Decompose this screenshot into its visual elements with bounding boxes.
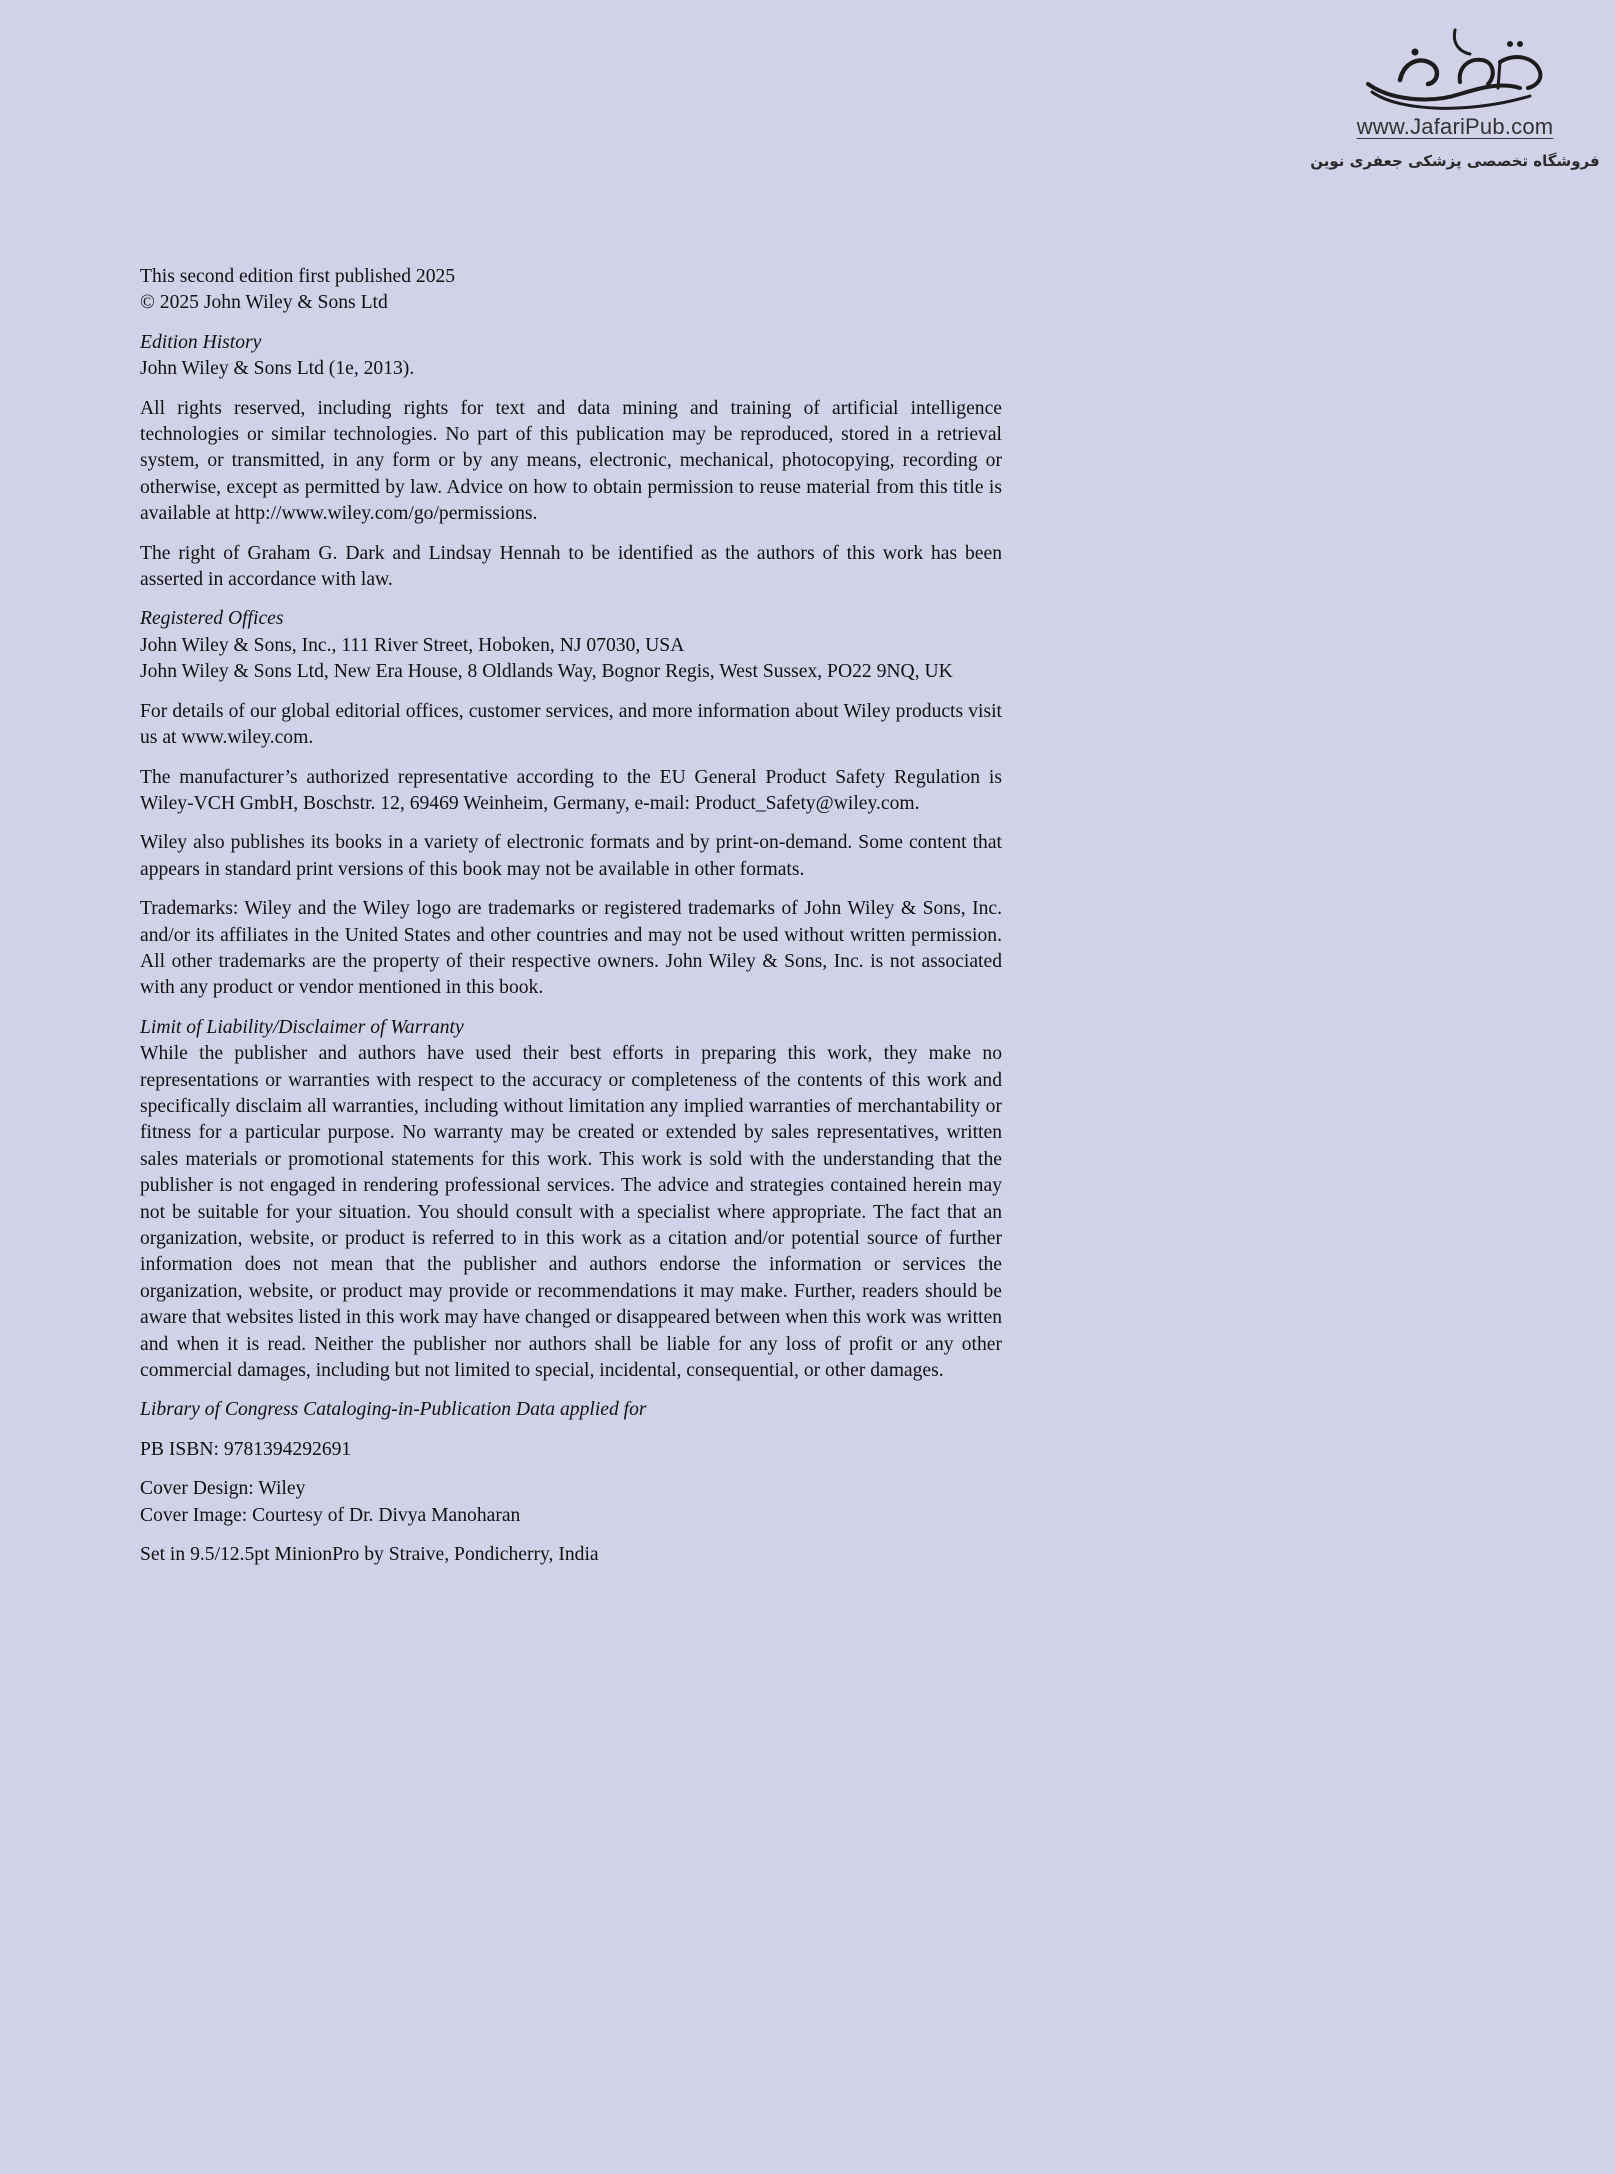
cover-image-line: Cover Image: Courtesy of Dr. Divya Manoharan bbox=[140, 1504, 521, 1526]
edition-history-text: John Wiley & Sons Ltd (1e, 2013). bbox=[140, 358, 415, 380]
registered-offices-heading: Registered Offices bbox=[140, 608, 284, 630]
watermark-caption: فروشگاه تخصصی پزشکی جعفری نوین bbox=[1310, 152, 1600, 170]
isbn-line: PB ISBN: 9781394292691 bbox=[140, 1438, 352, 1460]
formats-paragraph: Wiley also publishes its books in a variety of electronic formats and by print-on-demand. Some content that appears in standard print versions of this book may not be available in other formats. bbox=[140, 832, 1002, 880]
jafaripub-logo-icon bbox=[1360, 22, 1550, 120]
disclaimer-heading: Limit of Liability/Disclaimer of Warranty bbox=[140, 1016, 464, 1038]
disclaimer-block bbox=[140, 1015, 1002, 1385]
cip-line: Library of Congress Cataloging-in-Publication Data applied for bbox=[140, 1399, 647, 1421]
authors-right-paragraph: The right of Graham G. Dark and Lindsay Hennah to be identified as the authors of this work has been asserted in accordance with law. bbox=[140, 542, 1002, 591]
edition-history-heading: Edition History bbox=[140, 331, 262, 353]
registered-office-us: John Wiley & Sons, Inc., 111 River Street, Hoboken, NJ 07030, USA bbox=[140, 634, 685, 656]
cover-design-line: Cover Design: Wiley bbox=[140, 1478, 306, 1500]
cover-credits-block bbox=[140, 1476, 1002, 1529]
rights-reserved-paragraph: All rights reserved, including rights for text and data mining and training of artificial intelligence technologies or similar technologies. No part of this publication may be reproduced, stored in a retrieval system, or transmitted, in any form or by any means, electronic, mechanical, photocopying, recording or otherwise, except as permitted by law. Advice on how to obtain permission to reuse material from this title is available at http://www.wiley.com/go/permissions. bbox=[140, 397, 1002, 525]
typesetting-line: Set in 9.5/12.5pt MinionPro by Straive, Pondicherry, India bbox=[140, 1544, 599, 1566]
registered-office-uk: John Wiley & Sons Ltd, New Era House, 8 Oldlands Way, Bognor Regis, West Sussex, PO22 9NQ, UK bbox=[140, 661, 953, 683]
editorial-offices-paragraph: For details of our global editorial offices, customer services, and more information about Wiley products visit us at www.wiley.com. bbox=[140, 700, 1002, 749]
first-published-line: This second edition first published 2025 bbox=[140, 266, 456, 287]
eu-representative-paragraph: The manufacturer’s authorized representative according to the EU General Product Safety Regulation is Wiley-VCH GmbH, Boschstr. 12, 69469 Weinheim, Germany, e-mail: Product_Safety@wiley.com. bbox=[140, 766, 1002, 814]
copyright-line: © 2025 John Wiley & Sons Ltd bbox=[140, 292, 388, 314]
disclaimer-text: While the publisher and authors have used their best efforts in preparing this work, they make no representations or warranties with respect to the accuracy or completeness of the contents of this work and specifically disclaim all warranties, including without limitation any implied warranties of merchantability or fitness for a particular purpose. No warranty may be created or extended by sales representatives, written sales materials or promotional statements for this work. This work is sold with the understanding that the publisher is not engaged in rendering professional services. The advice and strategies contained herein may not be suitable for your situation. You should consult with a specialist where appropriate. The fact that an organization, website, or product is referred to in this work as a citation and/or potential source of further information does not mean that the publisher and authors endorse the information or services the organization, website, or product may provide or recommendations it may make. Further, readers should be aware that websites listed in this work may have changed or disappeared between when this work was written and when it is read. Neither the publisher nor authors shall be liable for any loss of profit or any other commercial damages, including but not limited to special, incidental, consequential, or other damages. bbox=[140, 1043, 1002, 1382]
registered-offices-block bbox=[140, 606, 1002, 685]
copyright-page-content bbox=[140, 264, 1002, 1581]
trademarks-paragraph: Trademarks: Wiley and the Wiley logo are trademarks or registered trademarks of John Wiley & Sons, Inc. and/or its affiliates in the United States and other countries and may not be used without written permission. All other trademarks are the property of their respective owners. John Wiley & Sons, Inc. is not associated with any product or vendor mentioned in this book. bbox=[140, 898, 1002, 999]
jafaripub-watermark bbox=[1310, 22, 1600, 182]
copyright-block bbox=[140, 264, 1002, 317]
watermark-url[interactable]: www.JafariPub.com bbox=[1356, 114, 1554, 139]
edition-history-block bbox=[140, 330, 1002, 383]
